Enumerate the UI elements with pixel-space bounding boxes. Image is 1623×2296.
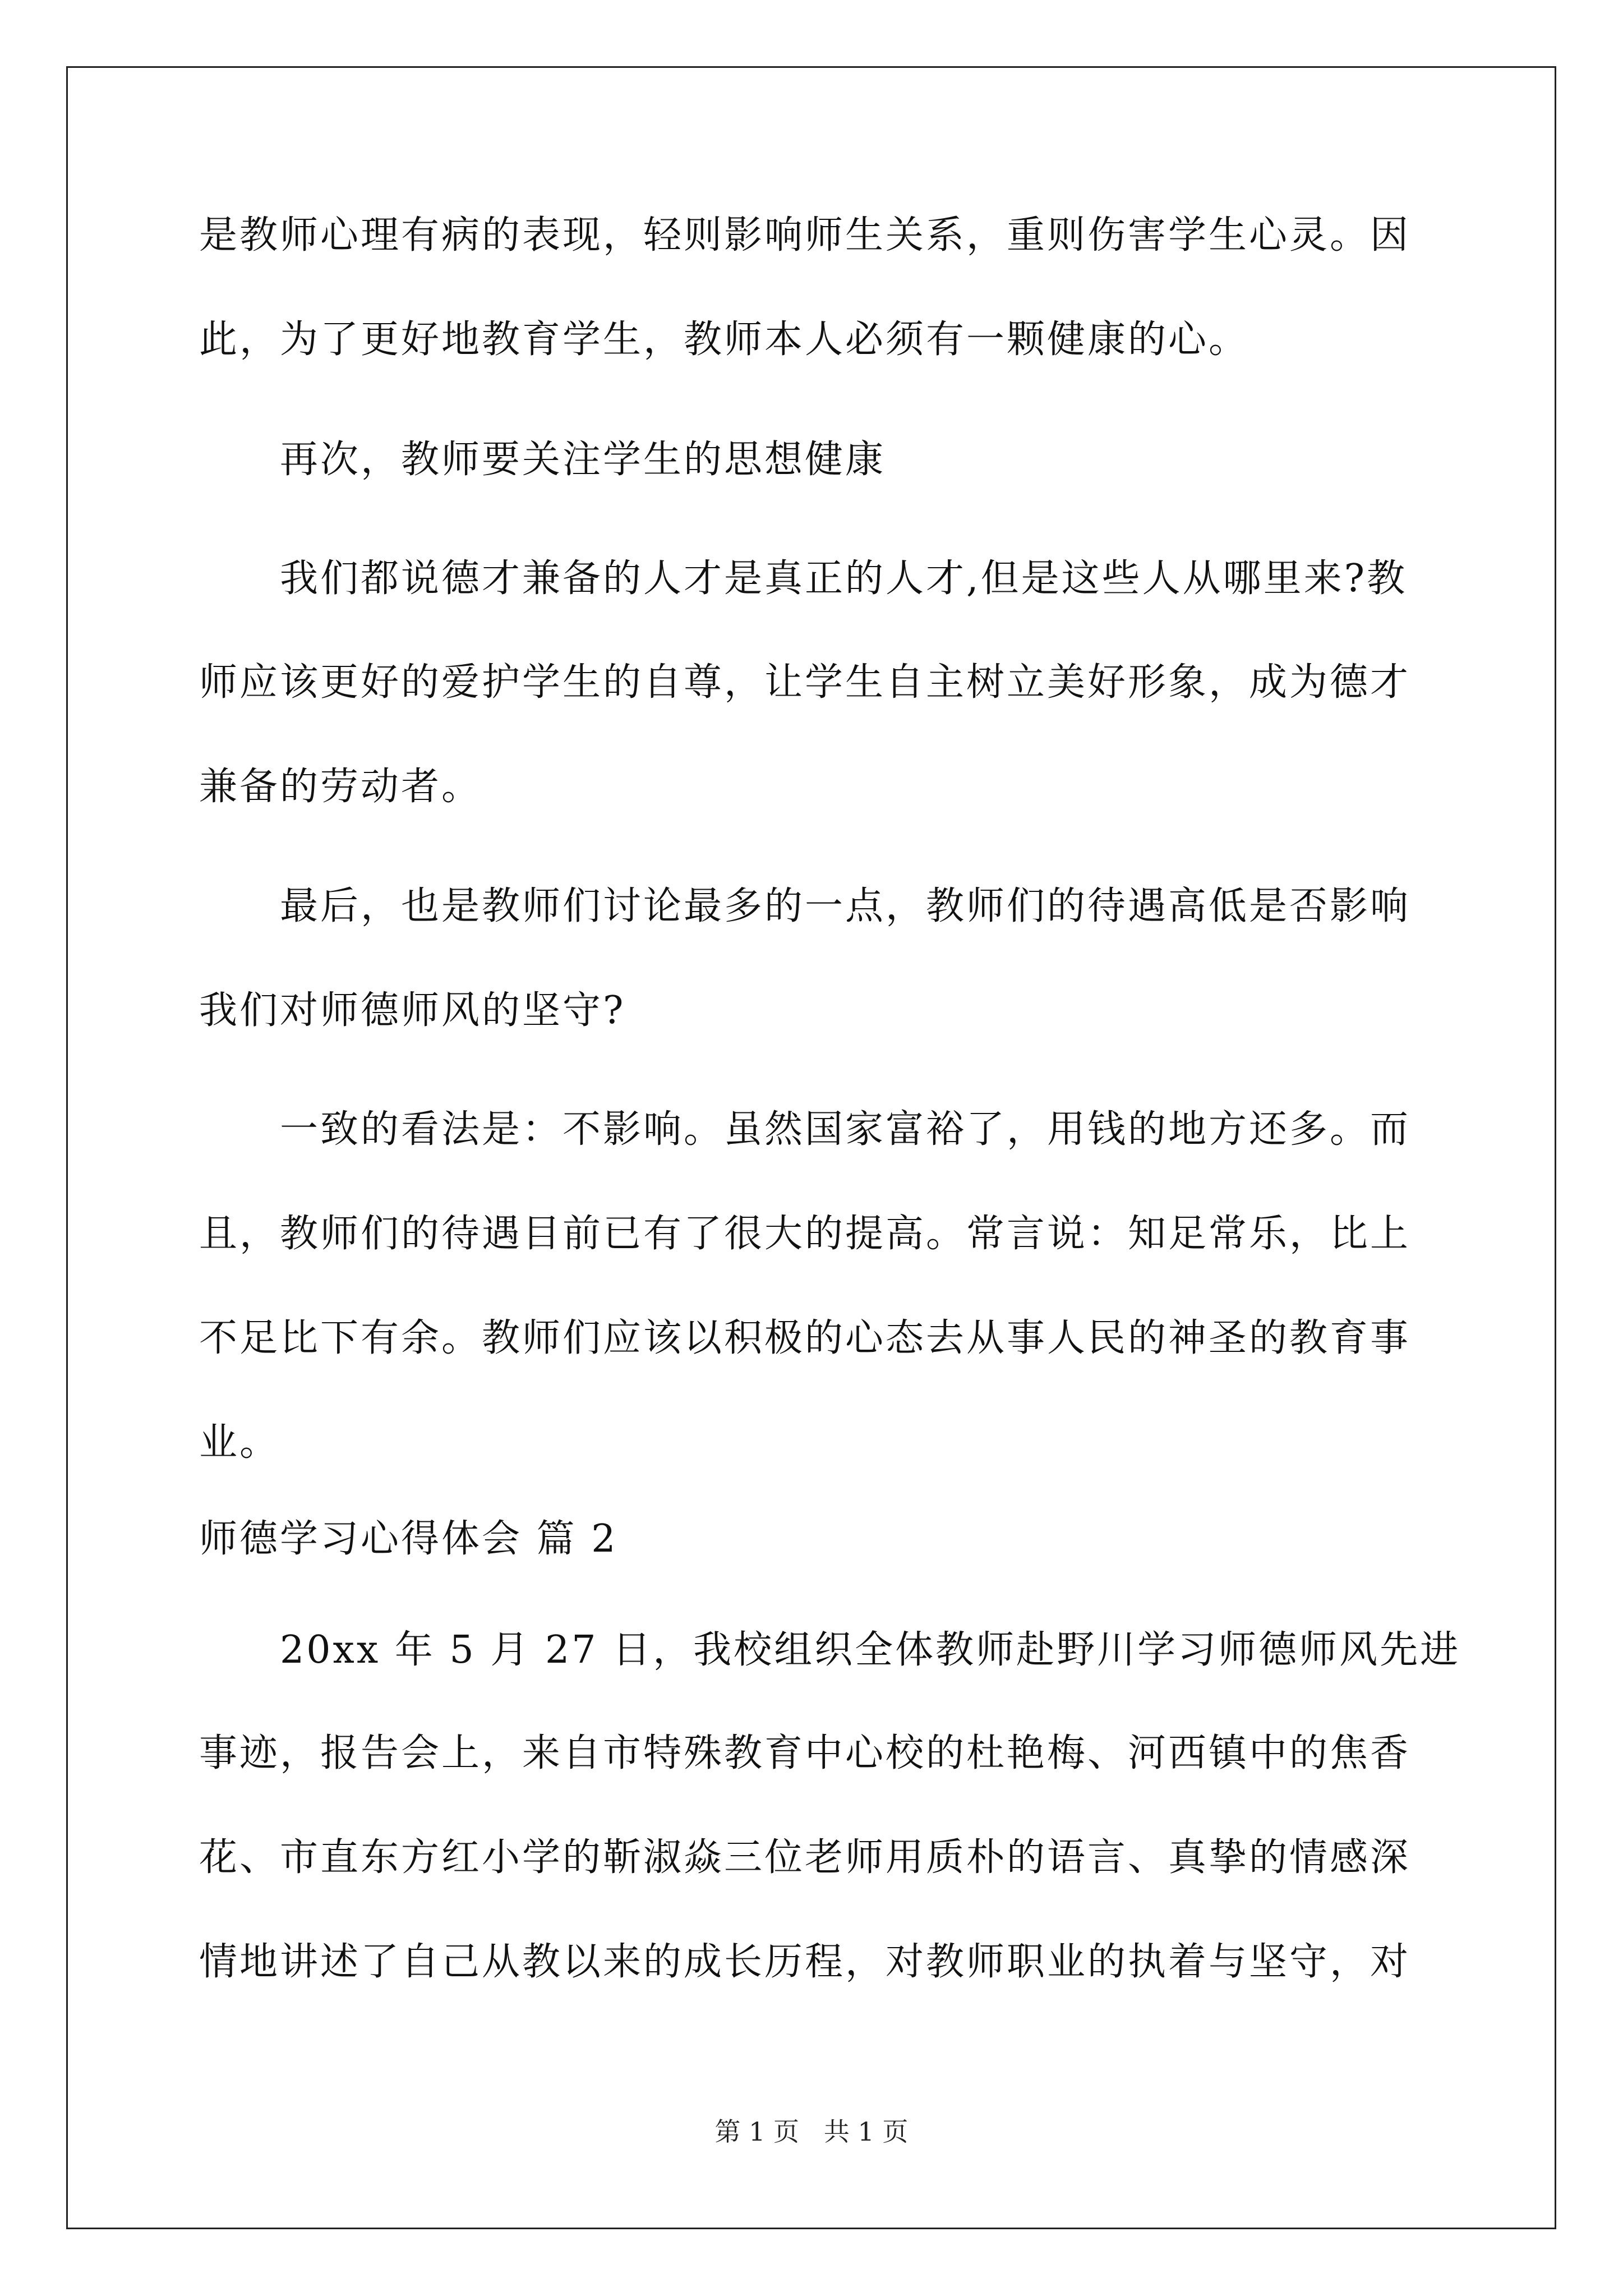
text-line: 花、市直东方红小学的靳淑焱三位老师用质朴的语言、真挚的情感深 (199, 1835, 1411, 1880)
text-line: 20xx 年 5 月 27 日，我校组织全体教师赴野川学习师德师风先进 (280, 1628, 1461, 1672)
text-line: 业。 (199, 1420, 280, 1465)
text-line: 再次，教师要关注学生的思想健康 (280, 438, 886, 482)
section-heading: 师德学习心得体会 篇 2 (199, 1517, 618, 1561)
text-line: 师应该更好的爱护学生的自尊，让学生自主树立美好形象，成为德才 (199, 660, 1411, 705)
text-line: 且，教师们的待遇目前已有了很大的提高。常言说：知足常乐，比上 (199, 1212, 1411, 1256)
text-line: 一致的看法是：不影响。虽然国家富裕了，用钱的地方还多。而 (280, 1107, 1411, 1152)
page-number: 第 1 页 共 1 页 (714, 2116, 909, 2147)
text-line: 我们对师德师风的坚守? (199, 988, 626, 1033)
text-line: 兼备的劳动者。 (199, 765, 482, 809)
text-line: 不足比下有余。教师们应该以积极的心态去从事人民的神圣的教育事 (199, 1316, 1411, 1360)
text-line: 此，为了更好地教育学生，教师本人必须有一颗健康的心。 (199, 318, 1249, 362)
text-line: 情地讲述了自己从教以来的成长历程，对教师职业的执着与坚守，对 (199, 1940, 1411, 1984)
text-line: 是教师心理有病的表现，轻则影响师生关系，重则伤害学生心灵。因 (199, 213, 1411, 257)
text-line: 最后，也是教师们讨论最多的一点，教师们的待遇高低是否影响 (280, 884, 1411, 928)
text-line: 我们都说德才兼备的人才是真正的人才,但是这些人从哪里来?教 (280, 556, 1408, 601)
text-line: 事迹，报告会上，来自市特殊教育中心校的杜艳梅、河西镇中的焦香 (199, 1731, 1411, 1775)
